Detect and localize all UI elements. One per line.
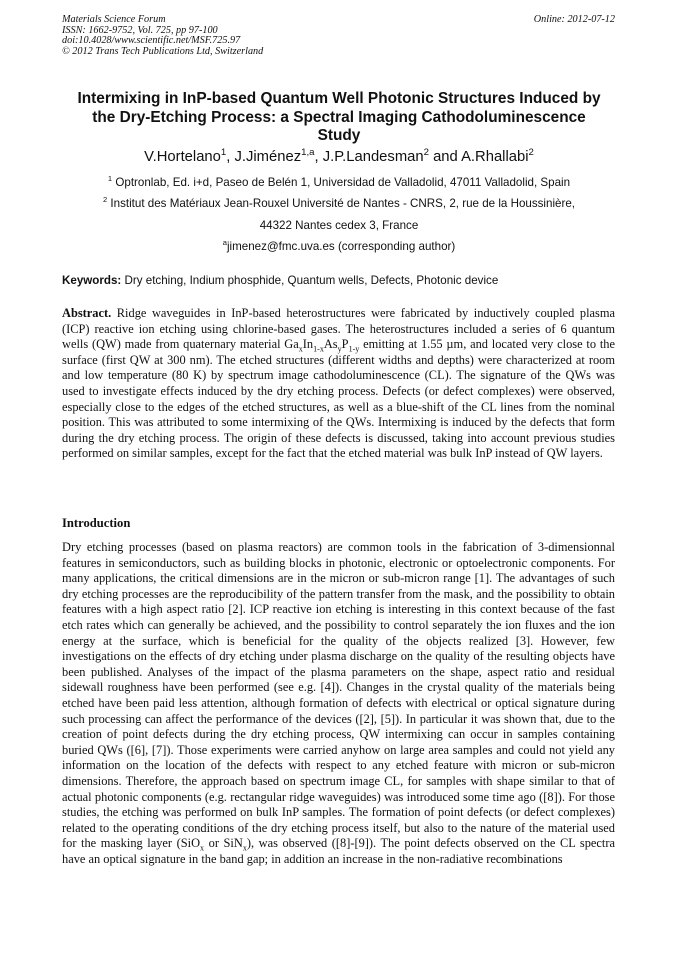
subscript: x — [242, 843, 247, 853]
affiliation-2 — [40, 197, 638, 211]
author-list — [40, 148, 638, 166]
keywords-text: Dry etching, Indium phosphide, Quantum wells, Defects, Photonic device — [121, 274, 499, 287]
section-heading-introduction: Introduction — [62, 516, 131, 530]
paper-title — [40, 90, 638, 146]
email-mark: a — [222, 238, 227, 248]
body-text: ), was observed ([8]-[9]). The point defects observed on the CL spectra have an optical signature in the band gap; in addition an increase in the non-radiative recombinations — [62, 836, 615, 866]
title-line: Study — [317, 127, 361, 145]
author-separator: , — [314, 149, 323, 165]
journal-header — [62, 15, 615, 57]
subscript: y — [337, 344, 342, 354]
affiliation-text: Optronlab, Ed. i+d, Paseo de Belén 1, Universidad de Valladolid, 47011 Valladolid, Spain — [115, 176, 571, 189]
body-text: or SiN — [204, 836, 243, 851]
journal-name: Materials Science Forum — [62, 14, 166, 25]
author-separator: and — [428, 149, 462, 165]
author-name: A.Rhallabi — [461, 149, 529, 165]
keywords — [62, 274, 615, 288]
journal-issn: ISSN: 1662-9752, Vol. 725, pp 97-100 — [62, 24, 218, 36]
abstract — [62, 306, 615, 462]
abstract-text: P — [341, 337, 349, 352]
affiliation-mark: 1 — [107, 174, 113, 184]
title-line: the Dry-Etching Process: a Spectral Imaging Cathodoluminescence — [92, 108, 586, 126]
author-name: J.Jiménez — [234, 149, 302, 165]
subscript: x — [298, 344, 303, 354]
corresponding-email — [40, 240, 638, 254]
title-line: Intermixing in InP-based Quantum Well Photonic Structures Induced by — [77, 90, 601, 107]
abstract-text: Ridge waveguides in InP-based heterostructures were fabricated by inductively coupled plasma (ICP) reactive ion etching using chlorine-based gases. The heterostructures included a series of 6 quantum wells (QW) made from quaternary material Ga — [62, 306, 615, 352]
subscript: 1-x — [313, 344, 324, 354]
abstract-text: emitting at 1.55 µm, and located very close to the surface (first QW at 300 nm). The etched structures (different widths and depths) were characterized at room and low temperature (80 K) by spectrum image cathodoluminescence (CL). The signature of the QWs was used to investigate effects induced by the dry etching process. Defects (or defect complexes) were observed, especially close to the edges of the etched structures, as well as a blue-shift of the CL lines from the nominal position. This was attributed to some intermixing of the QWs. Intermixing is induced by the defects that form during the dry etching process. The origin of these defects is discussed, taking into account previous studies performed on similar samples, except for the fact that the etched material was bulk InP instead of QW layers. — [62, 337, 615, 461]
affiliation-mark: 2 — [102, 195, 108, 205]
author-name: J.P.Landesman — [322, 149, 424, 165]
author-affiliation-mark: 2 — [423, 147, 429, 159]
affiliation-1 — [40, 176, 638, 190]
journal-copyright: © 2012 Trans Tech Publications Ltd, Switzerland — [62, 45, 264, 57]
author-name: V.Hortelano — [144, 149, 221, 165]
introduction-paragraph — [62, 540, 615, 867]
body-text: Dry etching processes (based on plasma reactors) are common tools in the fabrication of 3-dimensionnal features in semiconductors, such as building blocks in photonic, electronic or optoelectronic components. For many applications, the critical dimensions are in the micron or sub-micron range [1]. The advantages of such dry etching processes are the reproducibility of the pattern transfer from the mask, and the possibility to obtain features with a high aspect ratio [2]. ICP reactive ion etching is interesting in this context because of the fast etch rates which can generally be achieved, and the possibility to control separately the ion fluxes and the ion energy at the surface, which is beneficial for the quality of the objects realized [3]. However, few investigations on the effects of dry etching under plasma discharge on the quality of the resulting objects have been published. Analyses of the impact of the plasma parameters on the shape, aspect ratio and residual sidewall roughness have been performed (see e.g. [4]). Changes in the crystal quality of the materials being etched have been paid less attention, although formation of defects with electrical or optical signature during such processing can affect the performance of the devices ([2], [5]). In particular it was shown that, due to the creation of point defects during the dry etching process, QW intermixing can occur in samples containing buried QWs ([6], [7]). Those experiments were carried anyhow on large area samples and could not yield any information on the location of the defects with respect to any etched feature with micron or sub-micron dimensions. Therefore, the approach based on spectrum image CL, for samples with shape similar to that of actual photonic components (e.g. rectangular ridge waveguides) was introduced some time ago ([8]). For those studies, the etching was performed on bulk InP samples. The formation of point defects (or defect complexes) related to the operating conditions of the dry etching process itself, but also to the nature of the material used for the masking layer (SiO — [62, 540, 615, 851]
subscript: 1-y — [348, 344, 360, 354]
abstract-label: Abstract. — [62, 306, 112, 320]
subscript: x — [200, 843, 205, 853]
affiliation-text: Institut des Matériaux Jean-Rouxel Université de Nantes - CNRS, 2, rue de la Houssinière, — [110, 197, 576, 210]
abstract-text: As — [323, 337, 338, 352]
author-affiliation-mark: 1,a — [301, 147, 315, 159]
author-affiliation-mark: 2 — [528, 147, 534, 159]
email-text: jimenez@fmc.uva.es (corresponding author) — [226, 240, 456, 253]
journal-doi: doi:10.4028/www.scientific.net/MSF.725.97 — [62, 35, 241, 47]
affiliation-2-city: 44322 Nantes cedex 3, France — [259, 219, 419, 232]
online-date: Online: 2012-07-12 — [533, 14, 615, 25]
author-affiliation-mark: 1 — [220, 147, 227, 159]
abstract-text: In — [302, 337, 314, 352]
keywords-label: Keywords: — [62, 274, 122, 287]
author-separator: , — [226, 149, 235, 165]
